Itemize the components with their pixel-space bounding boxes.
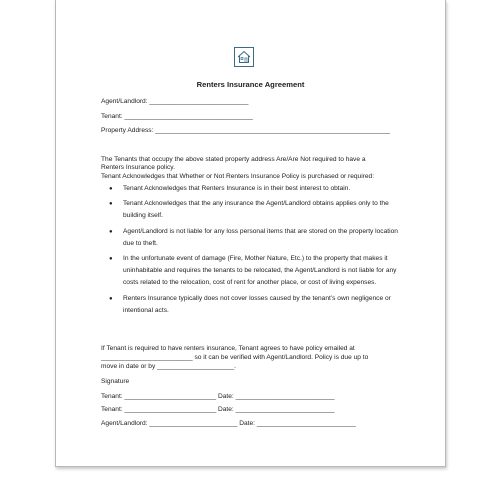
bullet-icon: ●	[109, 186, 113, 192]
list-item-text: Tenant Acknowledges that Renters Insurance is in their best interest to obtain.	[123, 185, 351, 192]
list-item	[101, 226, 401, 250]
bullet-icon: ●	[109, 228, 113, 235]
closing-line-2: _________________________ so it can be verified with Agent/Landlord. Policy is due up to	[101, 354, 369, 361]
tenant-field: Tenant: ___________________________________	[101, 113, 253, 120]
closing-line-3: move in date or by _____________________.	[101, 363, 236, 370]
intro-line-2: Renters Insurance policy.	[101, 164, 175, 171]
signature-label: Signature	[101, 378, 130, 385]
closing-line-1: If Tenant is required to have renters insurance, Tenant agrees to have policy emailed at	[101, 345, 355, 352]
list-item-text: In the unfortunate event of damage (Fire, Mother Nature, Etc.) to the property that makes it uninhabitable and requires the tenants to be relocated, the Agent/Landlord is not liable for any costs related to the relocation, cost of rent for another place, or cost of living expenses.	[123, 255, 397, 287]
property-address-field: Property Address: ________________________________________________________________	[101, 127, 390, 134]
house-icon	[234, 47, 254, 67]
list-item-text: Tenant Acknowledges that the any insurance the Agent/Landlord obtains applies only to the building itself.	[123, 200, 389, 220]
bullet-icon: ●	[109, 256, 113, 263]
bullet-icon: ●	[109, 295, 113, 302]
acknowledgement-list	[101, 183, 401, 320]
list-item	[101, 253, 401, 290]
bullet-icon: ●	[109, 201, 113, 208]
list-item-text: Renters Insurance typically does not cover losses caused by the tenant’s own negligence or intentional acts.	[123, 294, 391, 314]
tenant-signature-line-2: Tenant: _________________________ Date: ___________________________	[101, 406, 335, 413]
list-item	[101, 198, 401, 222]
intro-line-3: Tenant Acknowledges that Whether or Not Renters Insurance Policy is purchased or required:	[101, 173, 375, 180]
agent-landlord-field: Agent/Landlord: ___________________________	[101, 98, 249, 105]
document-title: Renters Insurance Agreement	[196, 80, 305, 89]
agent-signature-line: Agent/Landlord: ________________________ Date: ___________________________	[101, 420, 356, 427]
tenant-signature-line-1: Tenant: _________________________ Date: ___________________________	[101, 393, 335, 400]
list-item	[101, 293, 401, 317]
document-page	[55, 0, 446, 467]
list-item-text: Agent/Landlord is not liable for any loss personal items that are stored on the property location due to theft.	[123, 227, 398, 247]
intro-line-1: The Tenants that occupy the above stated property address Are/Are Not required to have a	[101, 156, 366, 163]
list-item	[101, 183, 401, 195]
